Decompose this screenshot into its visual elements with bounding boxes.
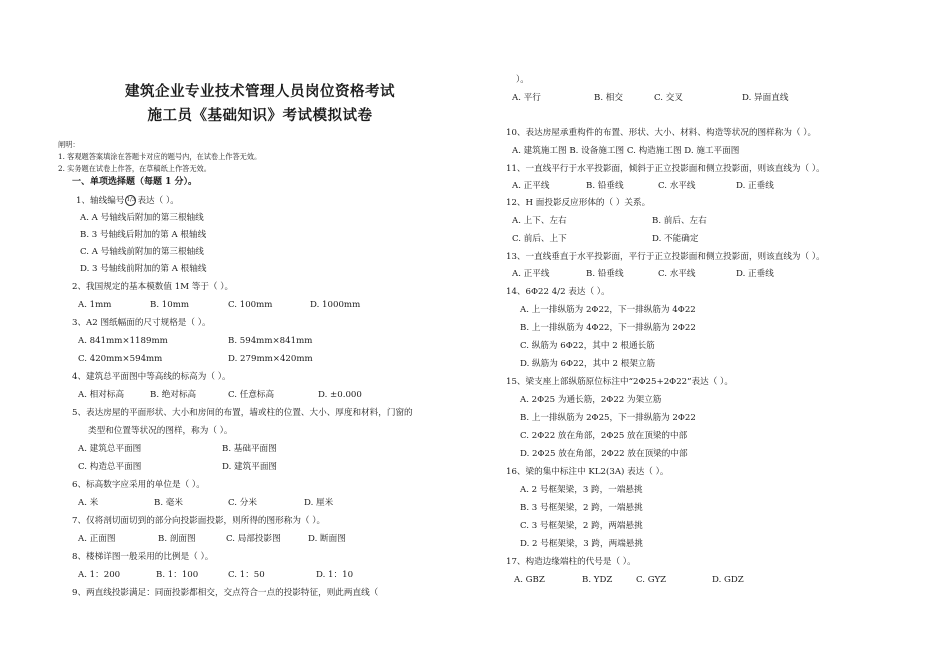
q11-option-c: C. 水平线 [658,181,696,191]
q6-option-c: C. 分米 [228,498,257,508]
question-9-line1: 9、两直线投影满足：同面投影都相交，交点符合一点的投影特征，则此两直线（ [72,588,379,598]
question-11: 11、一直线平行于水平投影面，倾斜于正立投影面和侧立投影面，则该直线为（ ）。 [506,164,825,174]
q8-option-a: A. 1：200 [78,570,121,580]
q13-option-c: C. 水平线 [658,269,696,279]
q8-option-c: C. 1：50 [228,570,265,580]
q2-option-c: C. 100mm [228,300,273,310]
q12-option-b: B. 前后、左右 [652,216,707,226]
q3-option-b: B. 594mm×841mm [228,336,313,346]
note-1: 1. 客观题答案填涂在答题卡对应的题号内，在试卷上作答无效。 [58,152,262,161]
exam-title-line1: 建筑企业专业技术管理人员岗位资格考试 [125,83,395,100]
q6-option-b: B. 毫米 [154,498,183,508]
q14-option-a: A. 上一排纵筋为 2Φ22，下一排纵筋为 4Φ22 [520,305,696,315]
q9-option-d: D. 异面直线 [742,93,789,103]
q11-option-a: A. 正平线 [512,181,550,191]
q3-option-c: C. 420mm×594mm [78,354,163,364]
q1-option-a: A. A 号轴线后附加的第三根轴线 [80,213,204,223]
q16-option-c: C. 3 号框架梁，2 跨，两端悬挑 [520,521,643,531]
q5-option-a: A. 建筑总平面图 [78,444,142,454]
q4-option-d: D. ±0.000 [318,390,362,400]
q12-option-a: A. 上下、左右 [512,216,567,226]
q17-option-a: A. GBZ [514,575,545,585]
q7-option-a: A. 正面图 [78,534,116,544]
q6-option-a: A. 米 [78,498,99,508]
q2-option-a: A. 1mm [78,300,112,310]
q5-option-c: C. 构造总平面图 [78,462,142,472]
q17-option-b: B. YDZ [582,575,613,585]
question-5-line2: 类型和位置等状况的图样，称为（ ）。 [88,426,233,436]
question-2: 2、我国规定的基本模数值 1M 等于（ ）。 [72,282,234,292]
question-8: 8、楼梯详图一般采用的比例是（ ）。 [72,552,214,562]
q3-option-a: A. 841mm×1189mm [78,336,168,346]
q15-option-a: A. 2Φ25 为通长筋，2Φ22 为架立筋 [520,395,662,405]
q9-option-c: C. 交叉 [654,93,683,103]
q2-option-d: D. 1000mm [310,300,361,310]
axis-number-circle-icon: 1/3 [125,195,136,206]
q15-option-d: D. 2Φ25 放在角部，2Φ22 放在顶梁的中部 [520,449,688,459]
q2-option-b: B. 10mm [150,300,190,310]
question-10: 10、表达房屋承重构件的布置、形状、大小、材料、构造等状况的图样称为（ ）。 [506,128,817,138]
q1-option-d: D. 3 号轴线前附加的第 A 根轴线 [80,264,207,274]
section-heading: 一、单项选择题（每题 1 分）。 [72,177,198,187]
question-17: 17、构造边缘端柱的代号是（ ）。 [506,557,636,567]
q4-option-c: C. 任意标高 [228,390,275,400]
question-14: 14、6Φ22 4/2 表达（ ）。 [506,287,610,297]
q16-option-a: A. 2 号框架梁，3 跨，一端悬挑 [520,485,643,495]
question-6: 6、标高数字应采用的单位是（ ）。 [72,480,205,490]
question-4: 4、建筑总平面图中等高线的标高为（ ）。 [72,372,231,382]
question-12: 12、H 面投影反应形体的（ ）关系。 [506,198,651,208]
question-3: 3、A2 图纸幅面的尺寸规格是（ ）。 [72,318,211,328]
q11-option-d: D. 正垂线 [736,181,774,191]
q17-option-c: C. GYZ [636,575,667,585]
question-7: 7、仅将剖切面切到的部分向投影面投影，则所得的图形称为（ ）。 [72,516,326,526]
exam-title-line2: 施工员《基础知识》考试模拟试卷 [147,107,373,124]
q14-option-d: D. 纵筋为 6Φ22，其中 2 根架立筋 [520,359,656,369]
question-1 [76,195,179,207]
q13-option-d: D. 正垂线 [736,269,774,279]
question-13: 13、一直线垂直于水平投影面，平行于正立投影面和侧立投影面，则该直线为（ ）。 [506,252,825,262]
q6-option-d: D. 厘米 [304,498,334,508]
q4-option-b: B. 绝对标高 [150,390,197,400]
q16-option-d: D. 2 号框架梁，3 跨，两端悬挑 [520,539,643,549]
q7-option-c: C. 局部投影图 [226,534,281,544]
notes-header: 闸明： [58,140,80,149]
q13-option-b: B. 铅垂线 [586,269,624,279]
q10-options: A. 建筑施工图 B. 设备施工图 C. 构造施工图 D. 施工平面图 [512,146,740,156]
q15-option-b: B. 上一排纵筋为 2Φ25，下一排纵筋为 2Φ22 [520,413,696,423]
q16-option-b: B. 3 号框架梁，2 跨，一端悬挑 [520,503,643,513]
q4-option-a: A. 相对标高 [78,390,125,400]
q9-option-a: A. 平行 [512,93,541,103]
question-15: 15、梁支座上部纵筋原位标注中“2Φ25+2Φ22”表达（ ）。 [506,377,733,387]
question-16: 16、梁的集中标注中 KL2(3A) 表达（ ）。 [506,467,669,477]
q12-option-d: D. 不能确定 [652,234,699,244]
q3-option-d: D. 279mm×420mm [228,354,313,364]
q14-option-c: C. 纵筋为 6Φ22，其中 2 根通长筋 [520,341,655,351]
q8-option-d: D. 1：10 [316,570,354,580]
q14-option-b: B. 上一排纵筋为 4Φ22，下一排纵筋为 2Φ22 [520,323,696,333]
q5-option-d: D. 建筑平面图 [222,462,278,472]
note-2: 2. 实务题在试卷上作答，在草稿纸上作答无效。 [58,164,211,173]
question-5-line1: 5、表达房屋的平面形状、大小和房间的布置，墙或柱的位置、大小、厚度和材料，门窗的 [72,408,413,418]
q9-option-b: B. 相交 [594,93,623,103]
q7-option-d: D. 断面图 [308,534,346,544]
q15-option-c: C. 2Φ22 放在角部，2Φ25 放在顶梁的中部 [520,431,688,441]
q7-option-b: B. 剖面图 [158,534,196,544]
q12-option-c: C. 前后、上下 [512,234,567,244]
q8-option-b: B. 1：100 [156,570,199,580]
q17-option-d: D. GDZ [712,575,744,585]
q1-option-c: C. A 号轴线前附加的第三根轴线 [80,247,204,257]
q13-option-a: A. 正平线 [512,269,550,279]
q11-option-b: B. 铅垂线 [586,181,624,191]
q1-stem-b: 表达（ ）。 [137,196,179,206]
q1-option-b: B. 3 号轴线后附加的第 A 根轴线 [80,230,207,240]
question-9-line2: ）。 [516,75,529,85]
q1-stem-a: 1、轴线编号 [76,196,125,206]
q5-option-b: B. 基础平面图 [222,444,277,454]
